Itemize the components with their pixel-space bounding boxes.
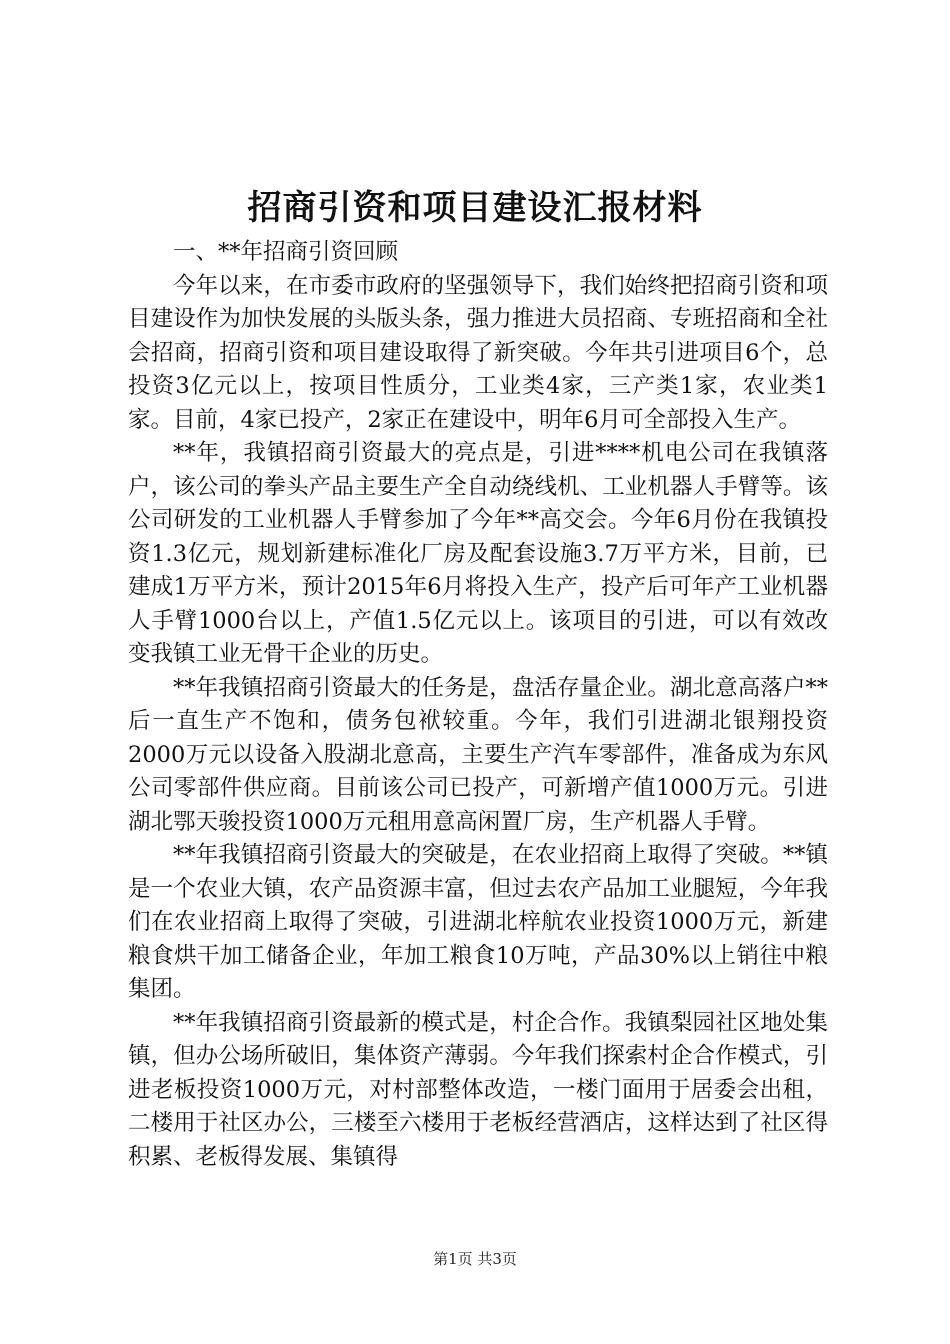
paragraph: **年我镇招商引资最大的任务是，盘活存量企业。湖北意高落户**后一直生产不饱和，债务包袱较重。今年，我们引进湖北银翔投资2000万元以设备入股湖北意高，主要生产汽车零部件，准备成为东风公司零部件供应商。目前该公司已投产，可新增产值1000万元。引进湖北鄂天骏投资1000万元租用意高闲置厂房，生产机器人手臂。: [128, 674, 828, 835]
paragraph: 今年以来，在市委市政府的坚强领导下，我们始终把招商引资和项目建设作为加快发展的头版头条，强力推进大员招商、专班招商和全社会招商，招商引资和项目建设取得了新突破。今年共引进项目6个，总投资3亿元以上，按项目性质分，工业类4家，三产类1家，农业类1家。目前，4家已投产，2家正在建设中，明年6月可全部投入生产。: [128, 272, 828, 433]
section-heading: 一、**年招商引资回顾: [173, 239, 399, 265]
document-body: [128, 236, 828, 1174]
document-title: 招商引资和项目建设汇报材料: [247, 188, 703, 228]
paragraph: **年我镇招商引资最新的模式是，村企合作。我镇梨园社区地处集镇，但办公场所破旧，集体资产薄弱。今年我们探索村企合作模式，引进老板投资1000万元，对村部整体改造，一楼门面用于居委会出租，二楼用于社区办公，三楼至六楼用于老板经营酒店，这样达到了社区得积累、老板得发展、集镇得: [128, 1009, 828, 1170]
paragraph: **年我镇招商引资最大的突破是，在农业招商上取得了突破。**镇是一个农业大镇，农产品资源丰富，但过去农产品加工业腿短，今年我们在农业招商上取得了突破，引进湖北梓航农业投资1000万元，新建粮食烘干加工储备企业，年加工粮食10万吨，产品30%以上销往中粮集团。: [128, 842, 828, 1002]
page-footer: 第1页 共3页: [433, 1250, 517, 1268]
paragraph: **年，我镇招商引资最大的亮点是，引进****机电公司在我镇落户，该公司的拳头产品主要生产全自动绕线机、工业机器人手臂等。该公司研发的工业机器人手臂参加了今年**高交会。今年6月份在我镇投资1.3亿元，规划新建标准化厂房及配套设施3.7万平方米，目前，已建成1万平方米，预计2015年6月将投入生产，投产后可年产工业机器人手臂1000台以上，产值1.5亿元以上。该项目的引进，可以有效改变我镇工业无骨干企业的历史。: [128, 440, 828, 667]
